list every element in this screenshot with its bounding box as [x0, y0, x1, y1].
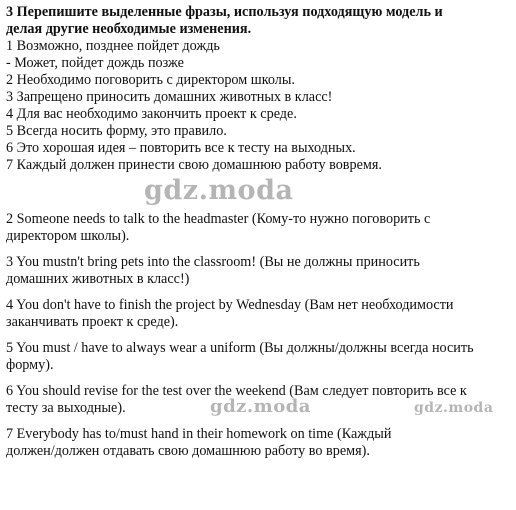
exercise-item-4: 4 Для вас необходимо закончить проект к среде.	[6, 106, 297, 122]
answer-6-line-2: тесту за выходные).	[6, 400, 126, 416]
exercise-item-6: 6 Это хорошая идея – повторить все к тесту на выходных.	[6, 140, 356, 156]
exercise-item-5: 5 Всегда носить форму, это правило.	[6, 123, 227, 139]
watermark-right: gdz.moda	[414, 400, 494, 416]
exercise-heading-line-1: 3 Перепишите выделенные фразы, используя подходящую модель и	[6, 4, 443, 20]
exercise-item-1-example: - Может, пойдет дождь позже	[6, 55, 184, 71]
answer-2-line-2: директором школы).	[6, 228, 130, 244]
exercise-item-7: 7 Каждый должен принести свою домашнюю работу вовремя.	[6, 157, 382, 173]
answer-3-line-1: 3 You mustn't bring pets into the classroom! (Вы не должны приносить	[6, 254, 420, 270]
watermark-middle: gdz.moda	[210, 396, 311, 417]
answer-5-line-2: форму).	[6, 357, 54, 373]
watermark-main: gdz.moda	[144, 175, 294, 206]
answer-2-line-1: 2 Someone needs to talk to the headmaster (Кому-то нужно поговорить с	[6, 211, 431, 227]
answer-5-line-1: 5 You must / have to always wear a uniform (Вы должны/должны всегда носить	[6, 340, 474, 356]
exercise-heading-line-2: делая другие необходимые изменения.	[6, 21, 252, 37]
exercise-item-3: 3 Запрещено приносить домашних животных в класс!	[6, 89, 333, 105]
answer-7-line-2: должен/должен отдавать свою домашнюю работу во время).	[6, 443, 370, 459]
answer-4-line-2: заканчивать проект к среде).	[6, 314, 179, 330]
answer-3-line-2: домашних животных в класс!)	[6, 271, 190, 287]
exercise-item-1: 1 Возможно, позднее пойдет дождь	[6, 38, 220, 54]
answer-4-line-1: 4 You don't have to finish the project by Wednesday (Вам нет необходимости	[6, 297, 454, 313]
answer-7-line-1: 7 Everybody has to/must hand in their homework on time (Каждый	[6, 426, 392, 442]
answer-6-line-1: 6 You should revise for the test over the weekend (Вам следует повторить все к	[6, 383, 467, 399]
exercise-item-2: 2 Необходимо поговорить с директором школы.	[6, 72, 295, 88]
